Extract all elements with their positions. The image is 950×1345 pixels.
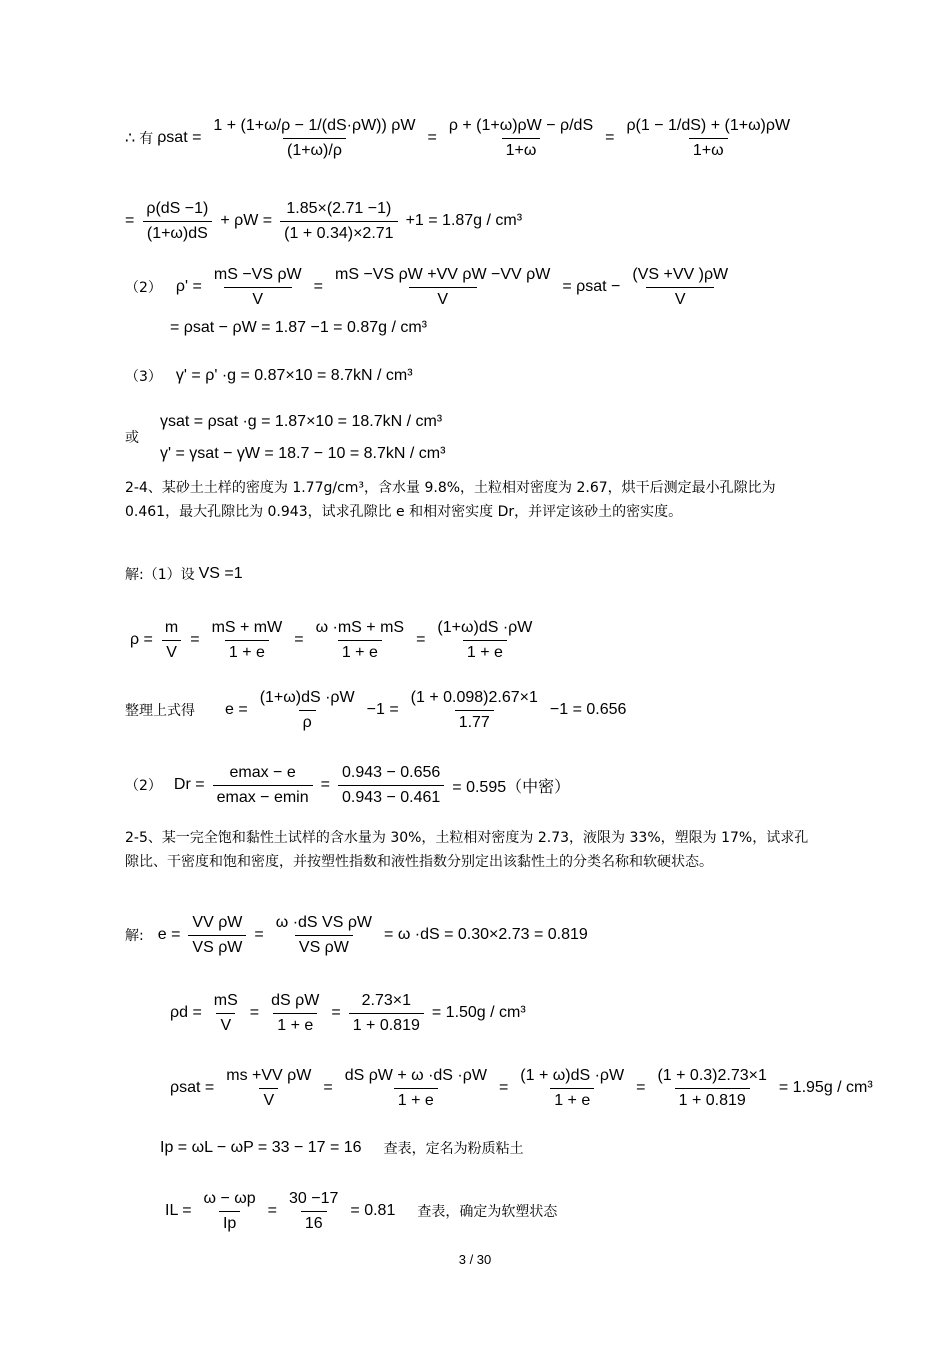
frac-denominator: 1+ω [689, 138, 728, 160]
eq-sat-frac3 [622, 117, 794, 160]
p24-dr-row: （2） Dr = $\frac{emax - e}{emax - emin}$ = $\frac{0.943 - 0.656}{0.943 - 0.461}$ = 0.595（中密） [125, 763, 571, 806]
part2-frac1 [210, 266, 306, 309]
p25-il-row: IL = $\frac{\omega - \omega p}{Ip}$ = $\frac{30 -17}{16}$ = 0.81 查表，确定为软塑状态 [165, 1189, 558, 1232]
frac-numerator: emax − e [229, 763, 296, 781]
p25-e-result: = ω ·dS = 0.30×2.73 = 0.819 [384, 926, 588, 943]
frac-denominator: 1 + e [225, 640, 269, 662]
frac-denominator: V [259, 1088, 278, 1110]
p25-rs-frac3 [516, 1067, 628, 1110]
p24-e-mid: −1 = [366, 701, 399, 718]
p24-e-result: −1 = 0.656 [549, 701, 627, 718]
p25-sol-label: 解: [125, 928, 144, 944]
frac-numerator: (1 + 0.3)2.73×1 [657, 1066, 767, 1084]
frac-denominator: 1.77 [455, 710, 494, 732]
p25-rd-lhs: ρd = [170, 1004, 202, 1021]
eq-sat-frac2 [445, 117, 597, 160]
frac-numerator: VV ρW [192, 913, 243, 931]
p24-dr-result: = 0.595（中密） [452, 778, 571, 796]
p24-rearr-label: 整理上式得 [125, 703, 195, 719]
frac-denominator: VS ρW [188, 935, 246, 957]
part2-line2 [170, 316, 427, 340]
frac-denominator: 16 [301, 1211, 327, 1233]
p25-rd-row: ρd = $\frac{mS}{V}$ = $\frac{\text{dS ρW}}{1 + e}$ = $\frac{2.73\times 1}{1 + 0.819}$ = 1.50g / cm³ [170, 991, 526, 1034]
frac-numerator: ω ·dS VS ρW [275, 913, 373, 931]
part2-frac3 [628, 266, 732, 309]
p25-ip-note: 查表，定名为粉质粘土 [383, 1141, 524, 1157]
problem-2-5-text: 2-5、某一完全饱和黏性土试样的含水量为 30%，土粒相对密度为 2.73，液限为 33%，塑限为 17%，试求孔隙比、干密度和饱和密度，并按塑性指数和液性指数分别定出该黏性土的分类名称和软硬状态。 [125, 830, 809, 870]
frac-numerator: dS ρW + ω ·dS ·ρW [344, 1066, 487, 1084]
p25-il-result: = 0.81 [350, 1202, 396, 1219]
eq-sat2-result: +1 = 1.87g / cm³ [405, 212, 523, 229]
frac-numerator: mS [213, 991, 238, 1009]
frac-denominator: 1 + 0.819 [349, 1013, 424, 1035]
eq-sat2-row: = $\frac{\rho(dS -1)}{(1+\omega)dS}$ + ρW = $\frac{1.85\times(2.71 -1)}{(1 + 0.34)\times 2.71}$ +1 = 1.87g / cm³ [125, 199, 523, 242]
or-label-row [125, 425, 139, 449]
p25-rs-lhs: ρsat = [170, 1079, 215, 1096]
therefore-symbol: ∴ [125, 130, 136, 147]
frac-numerator: ρ(dS −1) [146, 199, 209, 217]
part2-row: （2） ρ' = $\frac{\text{mS −VS ρW}}{V}$ = $\frac{\text{mS −VS ρW +VV ρW −VV ρW}}{V}$ = ρsat − $\frac{(VS +VV )\rho W}{V}$ [125, 262, 736, 312]
p25-il-frac1 [200, 1190, 260, 1233]
p25-il-note: 查表，确定为软塑状态 [417, 1204, 558, 1220]
p24-dr-label: （2） [125, 778, 162, 794]
p25-rs-frac4 [653, 1067, 770, 1110]
p24-e-frac1 [256, 689, 359, 732]
frac-denominator: 1 + 0.819 [675, 1088, 750, 1110]
or-line1: γsat = ρsat ·g = 1.87×10 = 18.7kN / cm³ [160, 413, 443, 430]
p24-rho-frac2 [208, 619, 287, 662]
p24-rho-row: ρ = $\frac{m}{V}$ = $\frac{mS + mW}{1 + e}$ = $\frac{\omega \cdot mS + mS}{1 + e}$ = $\frac{(1+\omega)dS \cdot\rho W}{1 + e}$ [130, 615, 540, 665]
part3-line: γ' = ρ' ·g = 0.87×10 = 8.7kN / cm³ [175, 367, 413, 384]
part3-row [125, 364, 413, 388]
p24-e-row [125, 685, 626, 735]
p24-rho-frac3 [312, 619, 409, 662]
p25-rs-frac1 [222, 1067, 315, 1110]
frac-numerator: (1+ω)dS ·ρW [437, 618, 533, 636]
p25-rd-frac1 [210, 992, 242, 1035]
frac-denominator: (1 + 0.34)×2.71 [280, 221, 397, 243]
frac-numerator: mS −VS ρW [213, 265, 302, 283]
frac-denominator: 1 + e [273, 1013, 317, 1035]
p24-sol-set: VS =1 [198, 565, 243, 582]
frac-numerator: 30 −17 [289, 1189, 339, 1207]
part2-lhs: ρ' = [175, 278, 202, 295]
frac-numerator: m [164, 618, 179, 636]
part3-label: （3） [125, 369, 162, 385]
p25-rd-frac2 [267, 992, 323, 1035]
frac-denominator: VS ρW [295, 935, 353, 957]
or-line2-row [160, 442, 445, 466]
p25-e-frac2 [272, 914, 376, 957]
or-label: 或 [125, 430, 139, 446]
frac-denominator: V [216, 1013, 235, 1035]
frac-denominator: 1+ω [502, 138, 541, 160]
part2-mid: = ρsat − [562, 278, 621, 295]
problem-2-4-text: 2-4、某砂土土样的密度为 1.77g/cm³，含水量 9.8%，土粒相对密度为 2.67，烘干后测定最小孔隙比为 0.461，最大孔隙比为 0.943，试求孔隙比 e 和相对密实度 Dr，并评定该砂土的密实度。 [125, 480, 776, 520]
frac-denominator: (1+ω)dS [143, 221, 212, 243]
p24-e-frac2 [407, 689, 542, 732]
frac-denominator: V [409, 287, 477, 309]
frac-numerator: ω ·mS + mS [315, 618, 405, 636]
frac-denominator: 0.943 − 0.461 [338, 785, 444, 807]
p25-il-frac2 [285, 1190, 342, 1233]
eq-sat-lhs: ρsat = [157, 129, 202, 146]
p24-rho-lhs: ρ = [130, 631, 153, 648]
frac-numerator: mS −VS ρW +VV ρW −VV ρW [335, 265, 551, 283]
frac-denominator: 1 + e [338, 640, 382, 662]
or-line2: γ' = γsat − γW = 18.7 − 10 = 8.7kN / cm³ [160, 445, 446, 462]
p25-e-row: 解: e = $\frac{\text{VV ρW}}{\text{VS ρW}}$ = $\frac{\text{ω ·dS VS ρW}}{\text{VS ρW}}$ = ω ·dS = 0.30×2.73 = 0.819 [125, 913, 588, 956]
frac-denominator: 1 + e [394, 1088, 438, 1110]
frac-numerator: (VS +VV )ρW [632, 265, 729, 283]
frac-numerator: ms +VV ρW [226, 1066, 312, 1084]
p25-il-lhs: IL = [165, 1202, 192, 1219]
frac-numerator: 1.85×(2.71 −1) [286, 199, 392, 217]
eq-sat2-plus: + ρW = [220, 212, 273, 229]
p25-ip-row [160, 1136, 524, 1160]
frac-numerator: (1+ω)dS ·ρW [259, 688, 355, 706]
frac-numerator: ρ + (1+ω)ρW − ρ/dS [448, 116, 594, 134]
frac-numerator: (1 + 0.098)2.67×1 [410, 688, 538, 706]
or-line1-row [160, 410, 442, 434]
frac-denominator: V [162, 640, 181, 662]
part2-frac2 [331, 266, 554, 309]
frac-denominator: emax − emin [213, 785, 313, 807]
p25-e-frac1 [188, 914, 246, 957]
frac-numerator: dS ρW [271, 991, 320, 1009]
p24-e-lhs: e = [225, 701, 248, 718]
frac-numerator: 1 + (1+ω/ρ − 1/(dS·ρW)) ρW [213, 116, 416, 134]
eq-sat2-frac1 [142, 200, 212, 243]
frac-denominator: V [646, 287, 714, 309]
eq-sat-row: ∴ 有 ρsat = $\frac{1 + (1+\omega/\rho - 1/(dS\cdot\rho W)) \rho W}{(1+\omega)/\rho}$ = $\frac{\rho + (1+\omega)\rho W - \rho/dS}{1+\omega}$ = $\frac{\rho(1 - 1/dS) + (1+\omega)\rho W}{1+\omega}$ [125, 88, 798, 188]
frac-denominator: ρ [299, 710, 316, 732]
p25-ip-line: Ip = ωL − ωP = 33 − 17 = 16 [160, 1139, 362, 1156]
p24-sol-row [125, 562, 243, 586]
page-number: 3 / 30 [458, 1252, 492, 1267]
eq-sat2-frac2 [280, 200, 397, 243]
frac-denominator: 1 + e [463, 640, 507, 662]
p24-dr-frac1 [213, 764, 313, 807]
p24-dr-lhs: Dr = [173, 776, 205, 793]
p25-rs-row: ρsat = $\frac{\text{ms +VV ρW}}{V}$ = $\frac{\text{dS ρW + ω ·dS ·ρW}}{1 + e}$ = $\frac{(1 + \omega)dS \cdot\rho W}{1 + e}$ = $\frac{(1 + 0.3)2.73\times 1}{1 + 0.819}$ = 1.95g / cm³ [170, 1066, 873, 1109]
frac-denominator: 1 + e [550, 1088, 594, 1110]
part2-line2-text: = ρsat − ρW = 1.87 −1 = 0.87g / cm³ [170, 319, 427, 336]
you-label: 有 [139, 131, 154, 147]
frac-numerator: 2.73×1 [361, 991, 411, 1009]
frac-numerator: ρ(1 − 1/dS) + (1+ω)ρW [626, 116, 791, 134]
p25-rs-result: = 1.95g / cm³ [778, 1079, 873, 1096]
p25-rd-frac3 [349, 992, 424, 1035]
frac-numerator: mS + mW [211, 618, 283, 636]
eq-sat-frac1 [209, 117, 419, 160]
p25-e-lhs: e = [157, 926, 181, 943]
frac-denominator: Ip [219, 1211, 240, 1233]
part2-label: （2） [125, 280, 162, 296]
p25-rd-result: = 1.50g / cm³ [431, 1004, 526, 1021]
p24-sol-label: 解:（1）设 [125, 567, 195, 583]
p25-rs-frac2 [341, 1067, 491, 1110]
p24-rho-frac4 [433, 619, 536, 662]
frac-denominator: (1+ω)/ρ [283, 138, 346, 160]
p24-rho-frac1 [161, 619, 182, 662]
frac-numerator: 0.943 − 0.656 [341, 763, 441, 781]
p24-dr-frac2 [338, 764, 444, 807]
frac-numerator: ω − ωp [203, 1189, 256, 1207]
frac-numerator: (1 + ω)dS ·ρW [520, 1066, 625, 1084]
frac-denominator: V [224, 287, 292, 309]
